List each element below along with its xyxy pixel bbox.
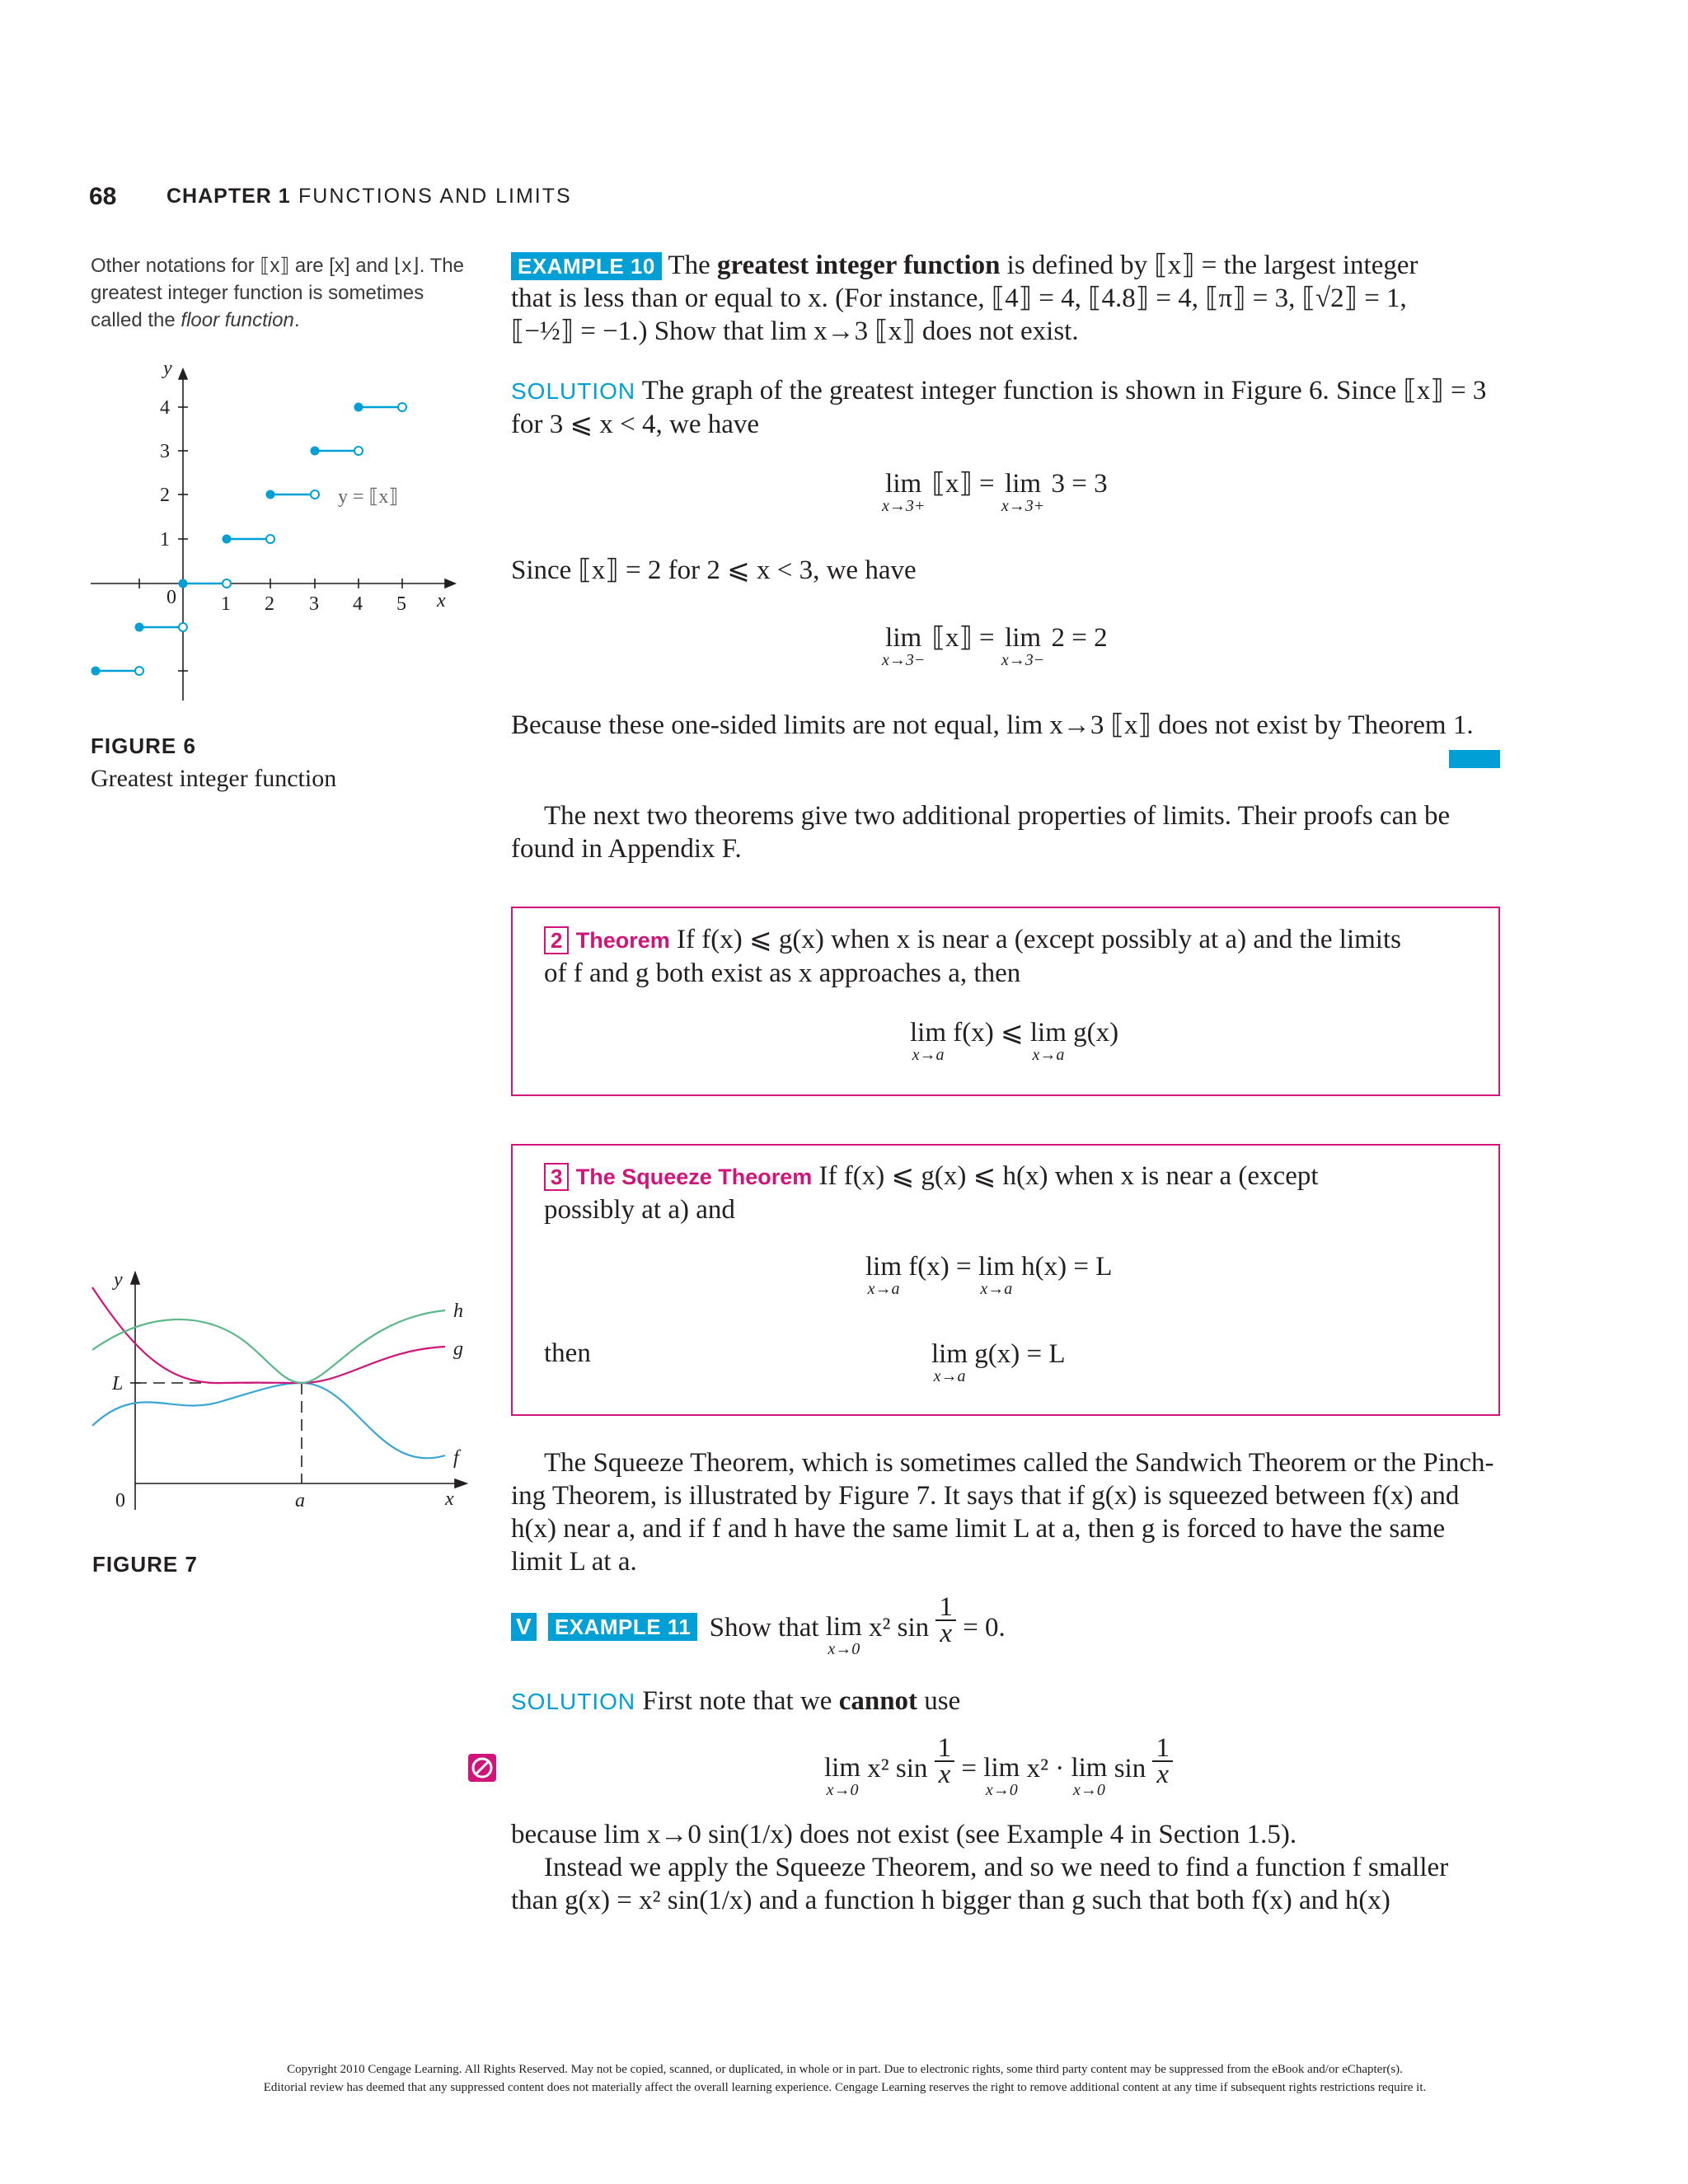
solution11-line: than g(x) = x² sin(1/x) and a function h bigger than g such that both f(x) and h(x) (511, 1886, 1390, 1915)
solution11-intro (511, 1685, 1500, 1718)
lim-sub: x→3− (882, 651, 926, 669)
figure7-axis-x-label: x (445, 1488, 454, 1510)
figure6-xtick: 5 (396, 593, 406, 615)
display-expr: h(x) = L (1021, 1252, 1113, 1282)
figure6-ytick: 2 (160, 485, 170, 506)
example11-text: Show that (709, 1613, 819, 1643)
solution11-body (511, 1818, 1500, 1917)
example10-line2: that is less than or equal to x. (For instance, ⟦4⟧ = 4, ⟦4.8⟧ = 4, ⟦π⟧ = 3, ⟦√2⟧ = 1, (511, 284, 1407, 313)
figure6-xtick: 1 (221, 593, 231, 615)
figure6-ytick: 4 (160, 397, 170, 419)
display-expr: g(x) (1073, 1018, 1119, 1047)
figure7-curve-g (92, 1287, 445, 1383)
display-fraction (935, 1733, 955, 1789)
notation-bracket: [x] (329, 255, 350, 277)
lim-sub: x→a (1032, 1046, 1065, 1064)
lim-word: lim (865, 1252, 903, 1282)
squeeze-paragraph (511, 1446, 1500, 1578)
figure6-label: FIGURE 6 (91, 733, 196, 758)
copyright-line: Editorial review has deemed that any suppressed content does not materially affect the overall learning experience. Cengage Learning reserves the right to remove additional content at any time if subsequent rights restrictions require it. (263, 2081, 1427, 2094)
theorem2-line1: If f(x) ⩽ g(x) when x is near a (except possibly at a) and the limits (677, 925, 1401, 954)
intro-paragraph (511, 799, 1500, 865)
squeeze-line: limit L at a. (511, 1547, 637, 1577)
figure6-graph (82, 354, 462, 717)
figure7-y-arrow (131, 1272, 139, 1284)
example10-text: is defined by ⟦x⟧ = the largest integer (1000, 251, 1418, 280)
figure7-curve-f (92, 1383, 445, 1458)
margin-note-end: . (293, 309, 300, 331)
figure6-caption: Greatest integer function (91, 765, 337, 792)
solution10-since2: Since ⟦x⟧ = 2 for 2 ⩽ x < 3, we have (511, 555, 917, 585)
fraction-denominator: x (938, 1760, 951, 1789)
example10-line1 (511, 249, 1500, 282)
example11-tag: EXAMPLE 11 (548, 1613, 697, 1641)
lim-sub: x→3+ (1001, 497, 1045, 515)
example11-v-marker: V (511, 1613, 537, 1641)
copyright-line: Copyright 2010 Cengage Learning. All Rights Reserved. May not be copied, scanned, or duplicated, in whole or in part. Due to electronic rights, some third party content may be suppressed from the eBook and/or eChapter(s). (287, 2063, 1403, 2076)
theorem2-line2: of f and g both exist as x approaches a, then (544, 958, 1021, 988)
theorem3-text (544, 1160, 1475, 1226)
example10 (511, 249, 1500, 348)
squeeze-line: ing Theorem, is illustrated by Figure 7. It says that if g(x) is squeezed between f(x) and (511, 1481, 1460, 1511)
theorem2-text (544, 923, 1475, 990)
solution11-tag: SOLUTION (511, 1689, 636, 1714)
margin-note-text: Other notations for (91, 255, 260, 277)
lim-word: lim (978, 1252, 1015, 1282)
intro-line: The next two theorems give two additional properties of limits. Their proofs can be (544, 801, 1451, 831)
fraction-numerator: 1 (1152, 1736, 1173, 1762)
figure7-f-label: f (453, 1447, 459, 1469)
margin-note-text: . The greatest integer function is sometimes called the (91, 255, 464, 331)
theorem3-display1 (865, 1253, 1112, 1297)
figure6-ytick: 1 (160, 529, 170, 551)
figure6-xtick: 4 (353, 593, 363, 615)
intro-line: found in Appendix F. (511, 834, 742, 864)
display-fraction (1152, 1733, 1173, 1789)
display-expr: f(x) ⩽ (953, 1018, 1024, 1047)
lim-word: lim (1029, 1018, 1067, 1047)
margin-note-text: are (289, 255, 330, 277)
solution10-line2: for 3 ⩽ x < 4, we have (511, 410, 760, 439)
theorem3-name: The Squeeze Theorem (575, 1165, 813, 1189)
theorem3-line2: possibly at a) and (544, 1195, 735, 1225)
figure7-graph (82, 1261, 478, 1525)
figure6-x-arrow (445, 579, 455, 588)
lim-word: lim (1071, 1753, 1108, 1783)
figure6-curve-label: y = ⟦x⟧ (338, 486, 399, 508)
lim-word: lim (885, 623, 922, 653)
figure6-origin: 0 (166, 587, 176, 608)
fraction-numerator: 1 (935, 1736, 955, 1762)
figure7-L-label: L (112, 1373, 124, 1394)
example10-line3: ⟦−½⟧ = −1.) Show that lim x→3 ⟦x⟧ does not exist. (511, 316, 1079, 346)
figure6-closed-points (91, 403, 363, 676)
figure7-h-label: h (453, 1301, 463, 1322)
margin-note-text: and (349, 255, 394, 277)
margin-note-emph: floor function (181, 309, 294, 331)
example11-tail: = 0. (963, 1613, 1006, 1643)
lim-sub: x→0 (1073, 1781, 1105, 1799)
lim-word: lim (931, 1339, 968, 1369)
chapter-title: FUNCTIONS AND LIMITS (298, 185, 572, 208)
page-number: 68 (89, 183, 117, 210)
example10-tag: EXAMPLE 10 (511, 252, 662, 280)
fraction-denominator: x (940, 1619, 953, 1648)
display-expr: x² · (1026, 1754, 1065, 1783)
theorem2-number: 2 (544, 926, 569, 954)
solution11-text: use (917, 1686, 961, 1716)
lim-sub: x→3+ (882, 497, 926, 515)
figure7-origin: 0 (115, 1490, 125, 1511)
lim-word: lim (1005, 469, 1042, 499)
lim-sub: x→3− (1001, 651, 1045, 669)
lim-word: lim (825, 1612, 862, 1642)
display-expr: ⟦x⟧ = (931, 469, 995, 499)
lim-sub: x→a (912, 1046, 945, 1064)
end-of-solution-marker (1449, 750, 1500, 768)
example10-bold: greatest integer function (717, 251, 1001, 280)
squeeze-line: h(x) near a, and if f and h have the same limit L at a, then g is forced to have the same (511, 1514, 1446, 1544)
figure7-curve-h (92, 1310, 445, 1383)
solution11-display (824, 1733, 1173, 1799)
solution10-line1: The graph of the greatest integer function is shown in Figure 6. Since ⟦x⟧ = 3 (641, 376, 1487, 405)
figure6-ytick: 3 (160, 441, 170, 462)
lim-sub: x→0 (985, 1781, 1018, 1799)
solution10-display2 (882, 624, 1108, 668)
figure7-a-label: a (295, 1490, 305, 1511)
figure6-y-arrow (179, 369, 187, 379)
squeeze-line: The Squeeze Theorem, which is sometimes called the Sandwich Theorem or the Pinch- (544, 1448, 1494, 1478)
figure7-label: FIGURE 7 (92, 1552, 198, 1577)
example10-text: The (668, 251, 718, 280)
fraction-numerator: 1 (935, 1595, 956, 1621)
lim-sub: x→a (867, 1280, 900, 1298)
copyright-notice (124, 2060, 1566, 2097)
fraction-denominator: x (1156, 1760, 1170, 1789)
lim-word: lim (910, 1018, 947, 1047)
display-expr: x² sin (867, 1754, 928, 1783)
display-expr: sin (1114, 1754, 1146, 1783)
lim-word: lim (983, 1753, 1020, 1783)
figure6-open-points (135, 403, 406, 675)
solution11-line: because lim x→0 sin(1/x) does not exist (see Example 4 in Section 1.5). (511, 1820, 1297, 1849)
lim-sub: x→0 (826, 1781, 859, 1799)
theorem2-display (910, 1019, 1118, 1063)
notation-floor: ⟦x⟧ (260, 255, 290, 277)
example11-fraction (935, 1592, 956, 1648)
solution10-intro (511, 374, 1500, 441)
solution11-line: Instead we apply the Squeeze Theorem, and so we need to find a function f smaller (544, 1853, 1449, 1882)
notation-lfloor: ⌊x⌋ (393, 255, 420, 277)
theorem3-line1: If f(x) ⩽ g(x) ⩽ h(x) when x is near a (except (818, 1161, 1319, 1191)
display-expr: ⟦x⟧ = (931, 623, 995, 653)
theorem3-number: 3 (544, 1163, 569, 1191)
lim-sub: x→0 (828, 1640, 860, 1658)
solution11-text: First note that we (642, 1686, 839, 1716)
figure6-axis-x-label: x (437, 590, 446, 612)
example11-expr: x² sin (869, 1613, 930, 1643)
warning-icon (468, 1754, 496, 1782)
solution11-bold: cannot (838, 1686, 918, 1716)
margin-note (91, 252, 470, 334)
solution10-conclusion: Because these one-sided limits are not equal, lim x→3 ⟦x⟧ does not exist by Theorem 1. (511, 710, 1474, 740)
display-expr: 3 = 3 (1051, 469, 1108, 499)
theorem2-name: Theorem (575, 928, 670, 953)
display-expr: g(x) = L (974, 1339, 1066, 1369)
lim-sub: x→a (933, 1367, 966, 1385)
figure7-x-arrow (455, 1479, 467, 1488)
lim-word: lim (885, 469, 922, 499)
solution10-tag: SOLUTION (511, 378, 636, 404)
figure6-xtick: 2 (265, 593, 274, 615)
solution10-display1 (882, 470, 1108, 514)
example11 (511, 1592, 1006, 1658)
theorem3-display2 (931, 1340, 1066, 1385)
figure7-axis-y-label: y (114, 1269, 123, 1291)
lim-word: lim (824, 1753, 861, 1783)
display-expr: f(x) = (908, 1252, 972, 1282)
lim-sub: x→a (980, 1280, 1013, 1298)
lim-word: lim (1005, 623, 1042, 653)
figure6-axis-y-label: y (163, 358, 172, 379)
theorem3-then: then (544, 1338, 591, 1368)
display-expr: = (961, 1754, 978, 1783)
figure7-g-label: g (453, 1338, 463, 1360)
display-expr: 2 = 2 (1051, 623, 1108, 653)
figure6-xtick: 3 (309, 593, 319, 615)
chapter-label: CHAPTER 1 (166, 185, 291, 208)
